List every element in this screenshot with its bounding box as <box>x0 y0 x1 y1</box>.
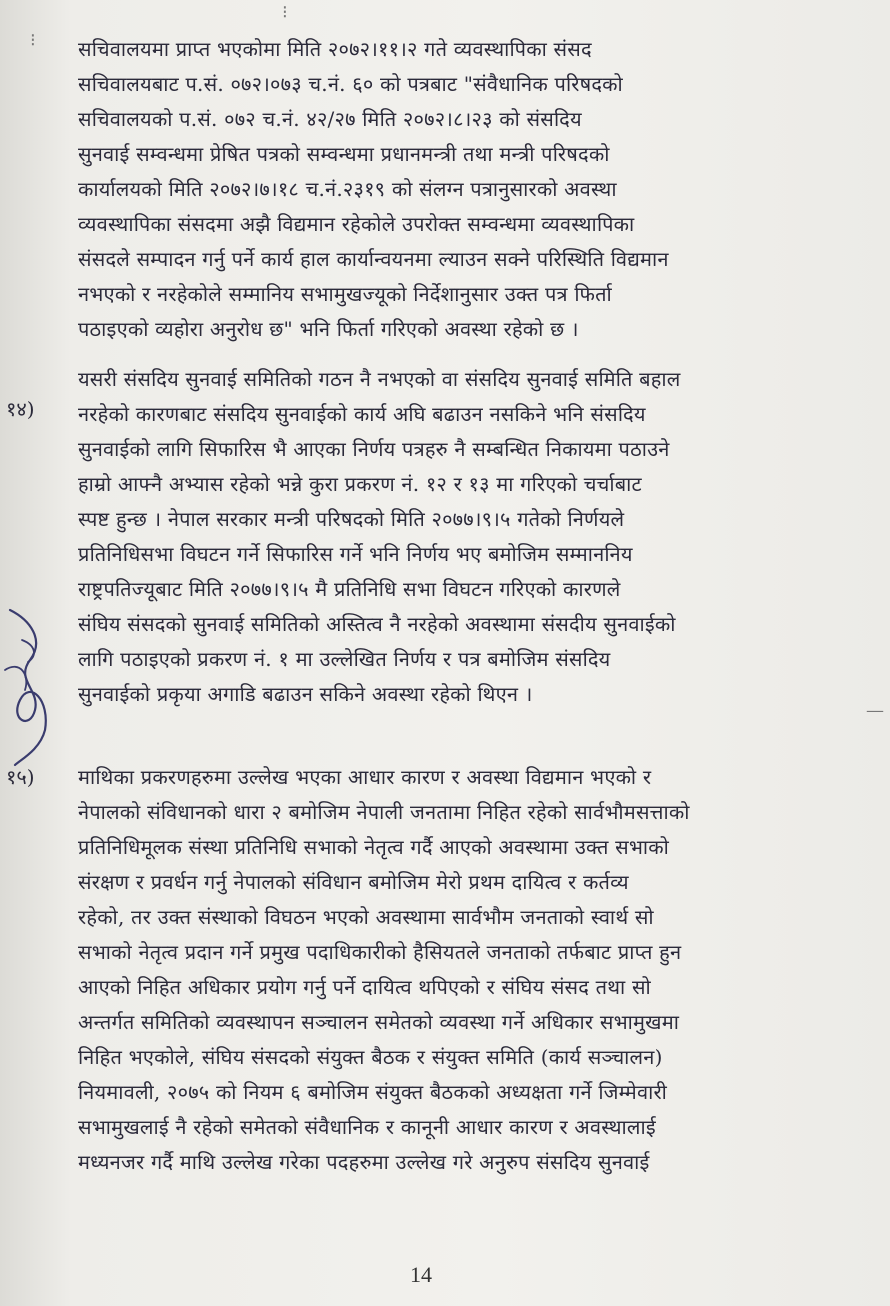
text-line: मध्यनजर गर्दै माथि उल्लेख गरेका पदहरुमा उल्लेख गरे अनुरुप संसदिय सुनवाई <box>78 1150 650 1174</box>
paragraph-number-14: १४) <box>6 397 35 421</box>
text-line: आएको निहित अधिकार प्रयोग गर्नु पर्ने दायित्व थपिएको र संघिय संसद तथा सो <box>78 975 651 999</box>
text-line: सभामुखलाई नै रहेको समेतको संवैधानिक र कानूनी आधार कारण र अवस्थालाई <box>78 1115 656 1139</box>
text-line: नेपालको संविधानको धारा २ बमोजिम नेपाली जनतामा निहित रहेको सार्वभौमसत्ताको <box>78 800 690 824</box>
text-line: संघिय संसदको सुनवाई समितिको अस्तित्व नै नरहेको अवस्थामा संसदीय सुनवाईको <box>78 612 676 636</box>
handwritten-signature <box>0 600 60 770</box>
text-line: सचिवालयमा प्राप्त भएकोमा मिति २०७२।११।२ गते व्यवस्थापिका संसद <box>78 37 592 61</box>
text-line: यसरी संसदिय सुनवाई समितिको गठन नै नभएको वा संसदिय सुनवाई समिति बहाल <box>78 367 681 391</box>
text-line: नभएको र नरहेकोले सम्मानिय सभामुखज्यूको निर्देशानुसार उक्त पत्र फिर्ता <box>78 282 612 306</box>
text-line: सचिवालयबाट प.सं. ०७२।०७३ च.नं. ६० को पत्रबाट "संवैधानिक परिषदको <box>78 72 623 96</box>
left-margin-mark: ⁝ <box>30 30 36 51</box>
text-line: राष्ट्रपतिज्यूबाट मिति २०७७।९।५ मै प्रतिनिधि सभा विघटन गरिएको कारणले <box>78 577 621 601</box>
text-line: माथिका प्रकरणहरुमा उल्लेख भएका आधार कारण र अवस्था विद्यमान भएको र <box>78 765 652 789</box>
text-line: रहेको, तर उक्त संस्थाको विघठन भएको अवस्थामा सार्वभौम जनताको स्वार्थ सो <box>78 905 654 929</box>
text-line: पठाइएको व्यहोरा अनुरोध छ" भनि फिर्ता गरिएको अवस्था रहेको छ । <box>78 317 579 341</box>
text-line: सुनवाई सम्वन्धमा प्रेषित पत्रको सम्वन्धमा प्रधानमन्त्री तथा मन्त्री परिषदको <box>78 142 610 166</box>
text-line: अन्तर्गत समितिको व्यवस्थापन सञ्चालन समेतको व्यवस्था गर्ने अधिकार सभामुखमा <box>78 1010 680 1034</box>
text-line: संरक्षण र प्रवर्धन गर्नु नेपालको संविधान बमोजिम मेरो प्रथम दायित्व र कर्तव्य <box>78 870 629 894</box>
text-line: सुनवाईको प्रकृया अगाडि बढाउन सकिने अवस्था रहेको थिएन । <box>78 682 533 706</box>
text-line: निहित भएकोले, संघिय संसदको संयुक्त बैठक र संयुक्त समिति (कार्य सञ्चालन) <box>78 1045 663 1069</box>
top-margin-dots: ⁝ <box>282 2 288 23</box>
text-line: सचिवालयको प.सं. ०७२ च.नं. ४२/२७ मिति २०७२।८।२३ को संसदिय <box>78 107 582 131</box>
text-line: सुनवाईको लागि सिफारिस भै आएका निर्णय पत्रहरु नै सम्बन्धित निकायमा पठाउने <box>78 437 670 461</box>
text-line: व्यवस्थापिका संसदमा अझै विद्यमान रहेकोले उपरोक्त सम्वन्धमा व्यवस्थापिका <box>78 212 635 236</box>
text-line: प्रतिनिधिसभा विघटन गर्ने सिफारिस गर्ने भनि निर्णय भए बमोजिम सम्माननिय <box>78 542 633 566</box>
text-line: नरहेको कारणबाट संसदिय सुनवाईको कार्य अघि बढाउन नसकिने भनि संसदिय <box>78 402 646 426</box>
right-margin-dash: — <box>866 700 884 721</box>
text-line: हाम्रो आफ्नै अभ्यास रहेको भन्ने कुरा प्रकरण नं. १२ र १३ मा गरिएको चर्चाबाट <box>78 472 642 496</box>
text-line: स्पष्ट हुन्छ । नेपाल सरकार मन्त्री परिषदको मिति २०७७।९।५ गतेको निर्णयले <box>78 507 625 531</box>
text-line: सभाको नेतृत्व प्रदान गर्ने प्रमुख पदाधिकारीको हैसियतले जनताको तर्फबाट प्राप्त हुन <box>78 940 682 964</box>
text-line: नियमावली, २०७५ को नियम ६ बमोजिम संयुक्त बैठकको अध्यक्षता गर्ने जिम्मेवारी <box>78 1080 668 1104</box>
page-number: 14 <box>410 1262 432 1287</box>
text-line: लागि पठाइएको प्रकरण नं. १ मा उल्लेखित निर्णय र पत्र बमोजिम संसदिय <box>78 647 611 671</box>
paragraph-number-15: १५) <box>6 765 35 789</box>
text-line: संसदले सम्पादन गर्नु पर्ने कार्य हाल कार्यान्वयनमा ल्याउन सक्ने परिस्थिति विद्यमान <box>78 247 669 271</box>
text-line: प्रतिनिधिमूलक संस्था प्रतिनिधि सभाको नेतृत्व गर्दै आएको अवस्थामा उक्त सभाको <box>78 835 669 859</box>
text-line: कार्यालयको मिति २०७२।७।१८ च.नं.२३१९ को संलग्न पत्रानुसारको अवस्था <box>78 177 617 201</box>
